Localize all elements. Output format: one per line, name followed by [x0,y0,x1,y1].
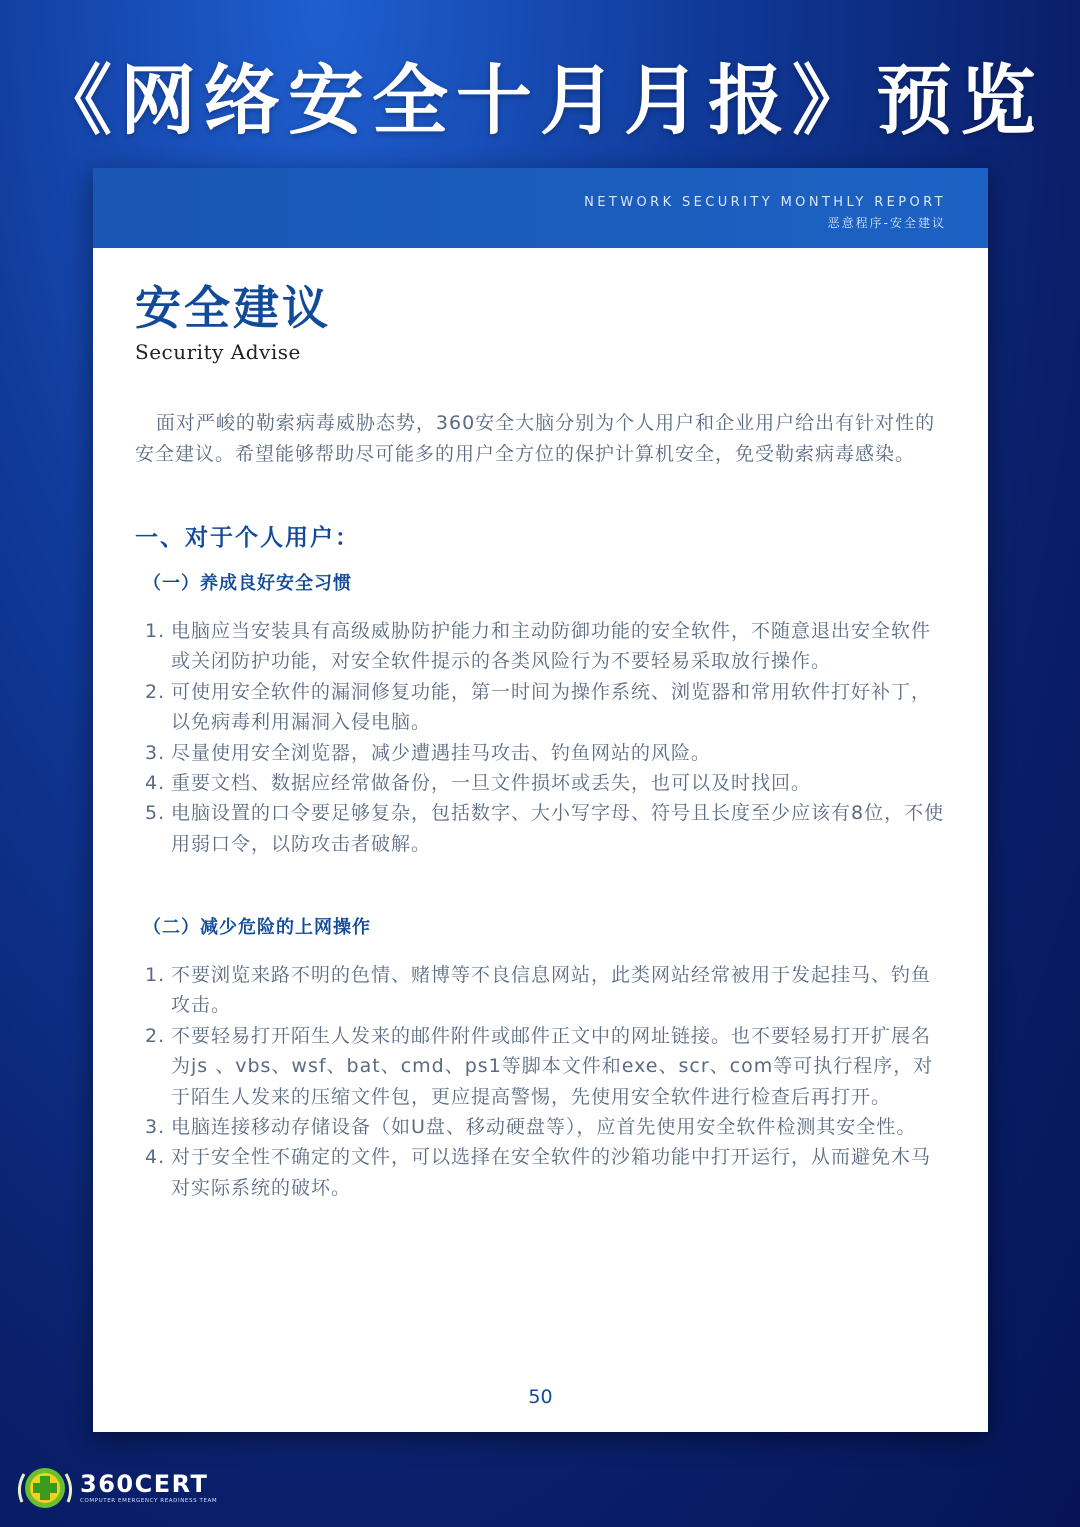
360cert-emblem-icon [14,1462,76,1514]
online-list [145,960,945,1203]
intro-paragraph: 面对严峻的勒索病毒威胁态势，360安全大脑分别为个人用户和企业用户给出有针对性的安全建议。希望能够帮助尽可能多的用户全方位的保护计算机安全，免受勒索病毒感染。 [135,412,936,465]
habits-list [145,616,945,859]
footer-logo [14,1462,218,1514]
list-item-number: 4. [145,1146,166,1169]
report-page [93,168,988,1432]
header-chinese-label: 恶意程序-安全建议 [827,216,946,230]
list-item [145,616,945,677]
page-title: 安全建议 [135,281,331,335]
list-item [145,1021,945,1112]
list-item-text: 电脑设置的口令要足够复杂，包括数字、大小写字母、符号且长度至少应该有8位，不使用弱口令，以防攻击者破解。 [171,802,945,855]
section-heading-personal: 一、对于个人用户： [135,525,360,551]
list-item-number: 2. [145,680,166,703]
list-item-number: 1. [145,620,166,642]
page-header-bar [93,168,988,248]
list-item-text: 电脑连接移动存储设备（如U盘、移动硬盘等），应首先使用安全软件检测其安全性。 [171,1116,917,1139]
page-number: 50 [528,1386,553,1408]
subsection-heading-habits: （一）养成良好安全习惯 [143,573,352,594]
logo-wordmark: 360CERT [80,1470,209,1498]
list-item [145,960,945,1021]
list-item [145,768,945,798]
list-item-text: 可使用安全软件的漏洞修复功能，第一时间为操作系统、浏览器和常用软件打好补丁，以免病毒利用漏洞入侵电脑。 [171,680,932,734]
banner-title: 《网络安全十月月报》预览 [36,56,1044,145]
page-subtitle: Security Advise [135,340,301,364]
list-item-text: 重要文档、数据应经常做备份，一旦文件损坏或丢失，也可以及时找回。 [171,772,812,795]
list-item-text: 尽量使用安全浏览器，减少遭遇挂马攻击、钓鱼网站的风险。 [171,741,712,764]
list-item-text: 对于安全性不确定的文件，可以选择在安全软件的沙箱功能中打开运行，从而避免木马对实际系统的破坏。 [171,1146,932,1199]
logo-tagline: COMPUTER EMERGENCY READINESS TEAM [80,1498,218,1504]
list-item-text: 不要浏览来路不明的色情、赌博等不良信息网站，此类网站经常被用于发起挂马、钓鱼攻击。 [171,964,932,1017]
list-item [145,1112,945,1142]
list-item-number: 3. [145,1116,166,1139]
subsection-heading-online: （二）减少危险的上网操作 [143,917,371,938]
list-item-number: 1. [145,964,166,986]
list-item-text: 不要轻易打开陌生人发来的邮件附件或邮件正文中的网址链接。也不要轻易打开扩展名为js 、vbs、wsf、bat、cmd、ps1等脚本文件和exe、scr、com等可执行程序，对于陌生人发来的压缩文件包，更应提高警惕，先使用安全软件进行检查后再打开。 [171,1024,934,1108]
list-item [145,1142,945,1203]
list-item [145,798,945,859]
list-item-text: 电脑应当安装具有高级威胁防护能力和主动防御功能的安全软件，不随意退出安全软件或关闭防护功能，对安全软件提示的各类风险行为不要轻易采取放行操作。 [171,620,932,673]
list-item [145,738,945,768]
list-item-number: 5. [145,802,166,825]
list-item-number: 4. [145,772,166,795]
list-item-number: 2. [145,1024,166,1047]
list-item [145,677,945,738]
header-english-label: NETWORK SECURITY MONTHLY REPORT [584,195,946,210]
list-item-number: 3. [145,741,166,764]
